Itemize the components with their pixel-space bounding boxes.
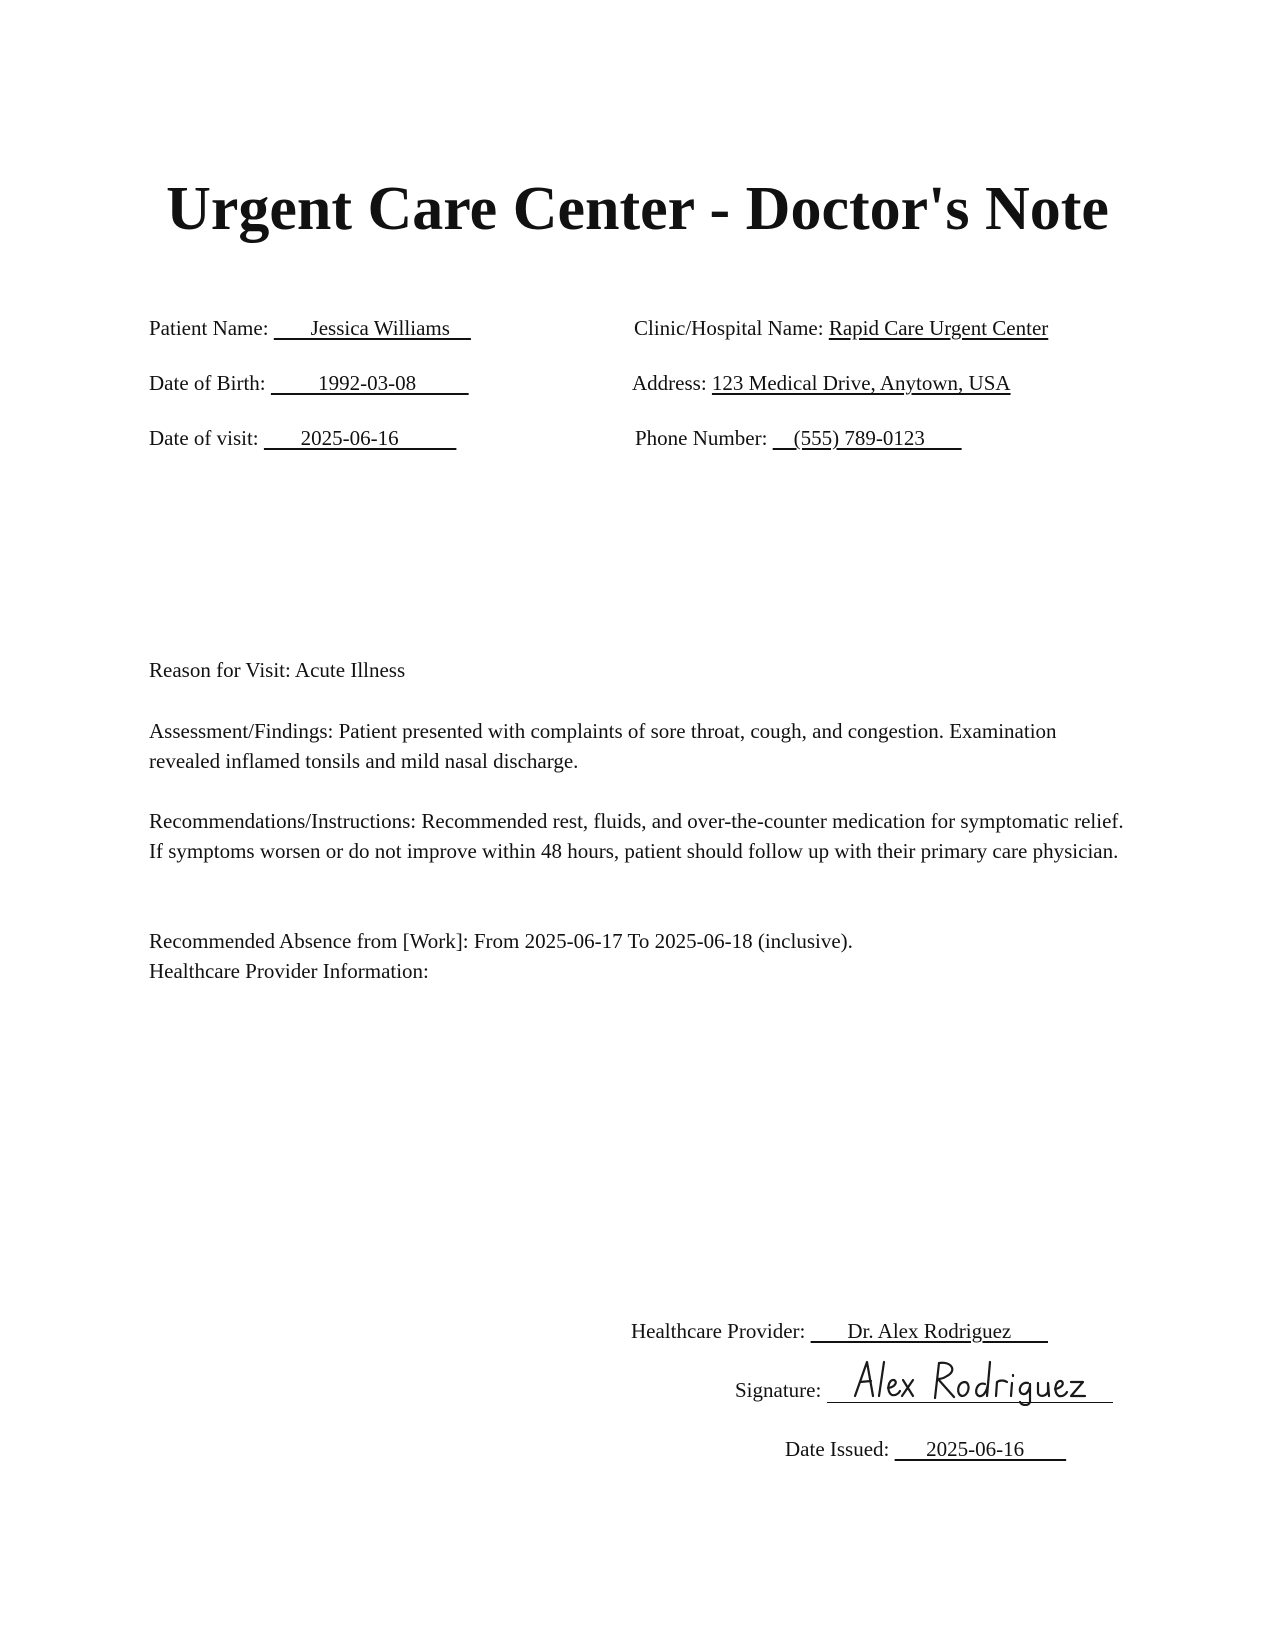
- date-of-visit-label: Date of visit:: [149, 426, 259, 450]
- signature-line: [827, 1358, 1113, 1403]
- clinic-address-field: [632, 373, 1011, 394]
- clinic-phone-field: [635, 428, 962, 449]
- clinic-phone-label: Phone Number:: [635, 426, 768, 450]
- date-issued-value: 2025-06-16: [894, 1437, 1067, 1461]
- signature: [851, 1356, 1101, 1406]
- signature-field: [735, 1358, 1113, 1403]
- signature-label: Signature:: [735, 1378, 822, 1402]
- healthcare-provider-value: Dr. Alex Rodriguez: [810, 1319, 1048, 1343]
- patient-name-value: Jessica Williams: [273, 316, 471, 340]
- date-issued-field: [785, 1439, 1066, 1460]
- recommended-absence: Recommended Absence from [Work]: From 2025-06-17 To 2025-06-18 (inclusive).: [149, 929, 853, 953]
- date-of-birth-field: [149, 373, 469, 394]
- provider-info-heading: Healthcare Provider Information:: [149, 959, 429, 983]
- clinic-address-value: 123 Medical Drive, Anytown, USA: [711, 371, 1011, 395]
- patient-name-label: Patient Name:: [149, 316, 269, 340]
- recommendations: Recommendations/Instructions: Recommended rest, fluids, and over-the-counter medication for symptomatic relief. If symptoms worsen or do not improve within 48 hours, patient should follow up with their primary care physician.: [149, 809, 1124, 863]
- clinic-address-label: Address:: [632, 371, 707, 395]
- date-of-visit-value: 2025-06-16: [263, 426, 457, 450]
- clinic-name-field: [634, 318, 1048, 339]
- assessment-findings: Assessment/Findings: Patient presented with complaints of sore throat, cough, and congestion. Examination revealed inflamed tonsils and mild nasal discharge.: [149, 719, 1057, 773]
- document-title: Urgent Care Center - Doctor's Note: [166, 175, 1109, 243]
- healthcare-provider-label: Healthcare Provider:: [631, 1319, 806, 1343]
- date-of-birth-value: 1992-03-08: [270, 371, 469, 395]
- date-of-birth-label: Date of Birth:: [149, 371, 266, 395]
- patient-name-field: [149, 318, 471, 339]
- date-issued-label: Date Issued:: [785, 1437, 890, 1461]
- reason-for-visit: Reason for Visit: Acute Illness: [149, 658, 406, 682]
- clinic-name-label: Clinic/Hospital Name:: [634, 316, 824, 340]
- clinic-name-value: Rapid Care Urgent Center: [828, 316, 1049, 340]
- healthcare-provider-field: [631, 1321, 1048, 1342]
- clinic-phone-value: (555) 789-0123: [772, 426, 962, 450]
- date-of-visit-field: [149, 428, 456, 449]
